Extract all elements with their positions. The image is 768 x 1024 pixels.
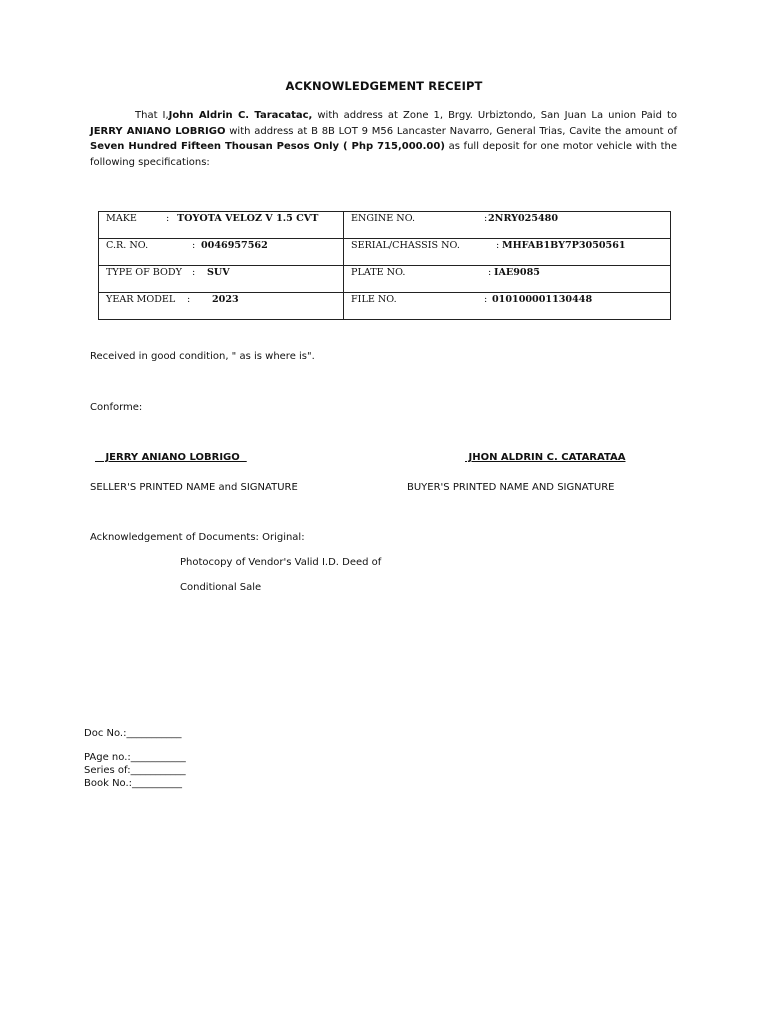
serial-label: SERIAL/CHASSIS NO. bbox=[351, 240, 460, 251]
engine-cell bbox=[344, 212, 671, 239]
seller-signature-name: JERRY ANIANO LOBRIGO bbox=[95, 452, 247, 463]
plate-colon: : bbox=[488, 267, 492, 278]
intro-text-2: with address at Zone 1, Brgy. Urbiztondo, San Juan La union Paid to bbox=[312, 110, 677, 121]
series-of-field: Series of:___________ bbox=[84, 765, 186, 776]
serial-colon: : bbox=[496, 240, 500, 251]
cr-value: 0046957562 bbox=[201, 240, 268, 251]
engine-label: ENGINE NO. bbox=[351, 213, 416, 224]
book-no-field: Book No.:__________ bbox=[84, 778, 183, 789]
table-row bbox=[99, 212, 671, 239]
plate-label: PLATE NO. bbox=[351, 267, 406, 278]
table-row bbox=[99, 293, 671, 320]
body-value: SUV bbox=[207, 267, 230, 278]
table-row bbox=[99, 239, 671, 266]
year-value: 2023 bbox=[212, 294, 239, 305]
received-statement: Received in good condition, " as is where is". bbox=[90, 351, 315, 362]
buyer-signature-name: JHON ALDRIN C. CATARATAA bbox=[465, 452, 626, 463]
make-label: MAKE bbox=[106, 213, 137, 224]
buyer-name: John Aldrin C. Taracatac, bbox=[168, 110, 313, 121]
seller-signature-caption: SELLER'S PRINTED NAME and SIGNATURE bbox=[90, 482, 298, 493]
year-colon: : bbox=[187, 294, 191, 305]
intro-text-3: with address at B 8B LOT 9 M56 Lancaster Navarro, General Trias, Cavite the amount of bbox=[225, 125, 677, 137]
document-title: ACKNOWLEDGEMENT RECEIPT bbox=[285, 79, 483, 93]
page-no-field: PAge no.:___________ bbox=[84, 752, 186, 763]
serial-cell bbox=[344, 239, 671, 266]
intro-text-4: as full deposit for one motor vehicle with the following specifications: bbox=[90, 141, 677, 169]
table-row bbox=[99, 266, 671, 293]
cr-cell bbox=[99, 239, 344, 266]
plate-value: IAE9085 bbox=[494, 267, 540, 278]
vehicle-specs-table bbox=[98, 211, 671, 320]
buyer-signature-caption: BUYER'S PRINTED NAME AND SIGNATURE bbox=[407, 482, 615, 493]
amount-text: Seven Hundred Fifteen Thousan Pesos Only ( Php 715,000.00) bbox=[90, 141, 445, 153]
make-value: TOYOTA VELOZ V 1.5 CVT bbox=[177, 213, 319, 224]
body-label: TYPE OF BODY bbox=[106, 267, 182, 278]
file-value: 010100001130448 bbox=[492, 294, 593, 305]
ack-documents-line-1: Photocopy of Vendor's Valid I.D. Deed of bbox=[180, 557, 382, 568]
cr-label: C.R. NO. bbox=[106, 240, 149, 251]
seller-name: JERRY ANIANO LOBRIGO bbox=[90, 125, 226, 137]
file-colon: : bbox=[484, 294, 488, 305]
make-cell bbox=[99, 212, 344, 239]
body-cell bbox=[99, 266, 344, 293]
intro-paragraph bbox=[90, 108, 677, 171]
make-colon: : bbox=[166, 213, 170, 224]
cr-colon: : bbox=[192, 240, 196, 251]
intro-text-1: That I, bbox=[135, 110, 169, 121]
ack-documents-heading: Acknowledgement of Documents: Original: bbox=[90, 532, 305, 543]
conforme-label: Conforme: bbox=[90, 402, 143, 413]
file-label: FILE NO. bbox=[351, 294, 397, 305]
doc-no-field: Doc No.:___________ bbox=[84, 728, 182, 739]
file-cell bbox=[344, 293, 671, 320]
year-label: YEAR MODEL bbox=[106, 294, 176, 305]
engine-colon: : bbox=[484, 213, 488, 224]
engine-value: 2NRY025480 bbox=[488, 213, 559, 224]
body-colon: : bbox=[192, 267, 196, 278]
ack-documents-line-2: Conditional Sale bbox=[180, 582, 262, 593]
serial-value: MHFAB1BY7P3050561 bbox=[502, 240, 626, 251]
year-cell bbox=[99, 293, 344, 320]
plate-cell bbox=[344, 266, 671, 293]
